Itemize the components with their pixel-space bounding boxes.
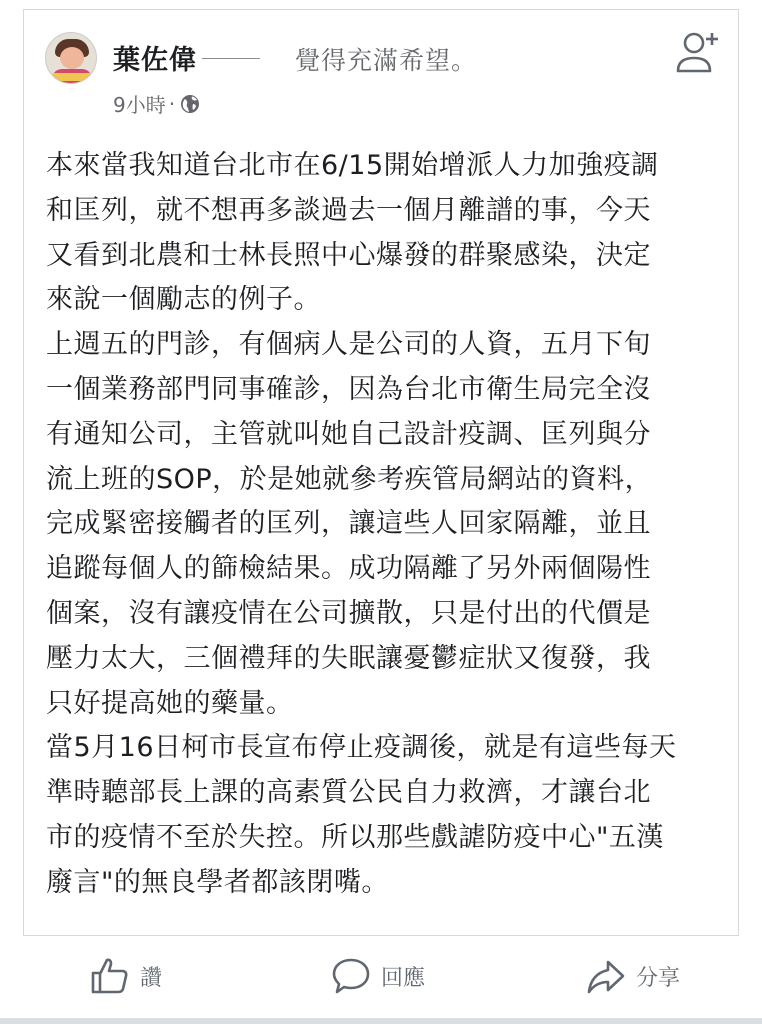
share-icon bbox=[586, 956, 626, 996]
add-friend-icon[interactable] bbox=[674, 27, 722, 75]
like-label: 讚 bbox=[140, 965, 163, 991]
post-card bbox=[23, 9, 739, 936]
comment-icon bbox=[331, 956, 371, 996]
post-body bbox=[46, 144, 726, 906]
action-bar bbox=[0, 940, 762, 1018]
post-paragraph: 當5月16日柯市長宣布停止疫調後，就是有這些每天 準時聽部長上課的高素質公民自力救濟，才讓台北 市的疫情不至於失控。所以那些戲謔防疫中心"五漢 廢言"的無良學者都該閉嘴。 bbox=[46, 732, 677, 898]
feeling-text: 覺得充滿希望。 bbox=[295, 46, 478, 75]
avatar[interactable] bbox=[45, 32, 97, 84]
share-label: 分享 bbox=[636, 965, 681, 991]
like-icon bbox=[90, 956, 130, 996]
comment-button[interactable] bbox=[331, 952, 425, 1000]
author-name[interactable]: 葉佐偉 bbox=[113, 45, 197, 76]
post-paragraph: 上週五的門診，有個病人是公司的人資，五月下旬 一個業務部門同事確診，因為台北市衛生局完全沒 有通知公司，主管就叫她自己設計疫調、匡列與分 流上班的SOP，於是她就參考疾管局網站的資料， 完成緊密接觸者的匡列，讓這些人回家隔離，並且 追蹤每個人的篩檢結果。成功隔離了另外兩個陽性 個案，沒有讓疫情在公司擴散，只是付出的代價是 壓力太大，三個禮拜的失眠讓憂鬱症狀又復發，我 只好提高她的藥量。 bbox=[46, 329, 653, 719]
post-meta bbox=[113, 89, 200, 118]
share-button[interactable] bbox=[586, 952, 680, 1000]
post-paragraph: 本來當我知道台北市在6/15開始增派人力加強疫調 和匡列，就不想再多談過去一個月離譜的事，今天 又看到北農和士林長照中心爆發的群聚感染，決定 來說一個勵志的例子。 bbox=[46, 150, 659, 316]
bottom-divider bbox=[0, 1018, 762, 1024]
globe-icon[interactable] bbox=[180, 94, 200, 114]
timestamp[interactable]: 9小時 bbox=[113, 93, 166, 117]
name-underline bbox=[202, 58, 260, 59]
comment-label: 回應 bbox=[381, 965, 426, 991]
like-button[interactable] bbox=[90, 952, 162, 1000]
separator-dot: · bbox=[168, 91, 176, 116]
